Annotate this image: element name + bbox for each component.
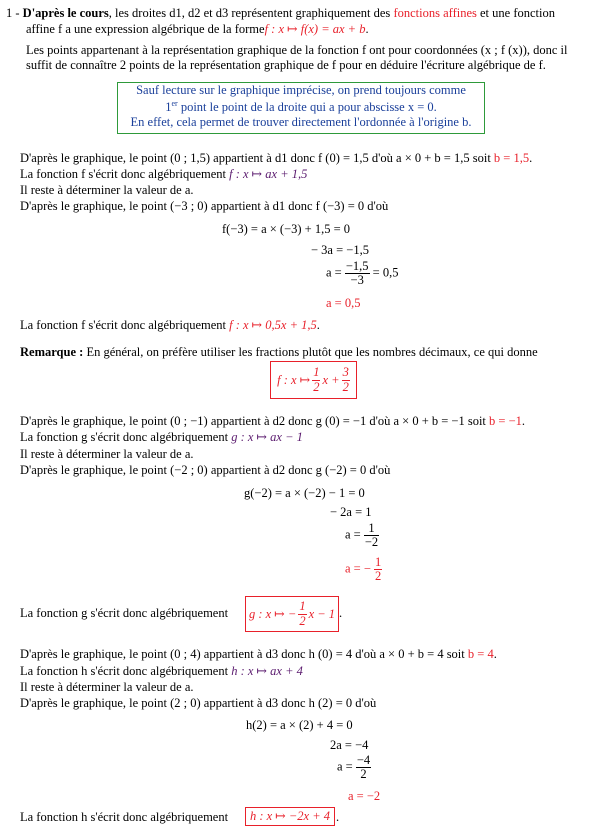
remarque-n2: 3 — [342, 365, 349, 380]
g-line-5-text: La fonction g s'écrit donc algébriquement — [20, 606, 229, 620]
f-partial-expression: f : x ↦ ax + 1,5 — [229, 167, 308, 181]
g-line-1-text: D'après le graphique, le point (0 ; −1) appartient à d2 donc g (0) = −1 d'où a × 0 + b = −1 soit — [20, 414, 490, 428]
intro-line-4: suffit de connaître 2 points de la représentation graphique de f pour en déduire l'écriture algébrique de f. — [26, 58, 546, 72]
remarque-fraction-2 — [342, 366, 350, 393]
h-eq-4: a = −2 — [348, 789, 381, 803]
h-line-3: Il reste à déterminer la valeur de a. — [20, 680, 194, 694]
h-eq-1: h(2) = a × (2) + 4 = 0 — [246, 718, 353, 732]
f-line-4: D'après le graphique, le point (−3 ; 0) appartient à d1 donc f (−3) = 0 d'où — [20, 199, 389, 213]
f-line-5-end: . — [316, 318, 320, 332]
g-eq-3-den: −2 — [364, 535, 379, 550]
remarque-pre: f : x ↦ — [277, 372, 311, 387]
h-final-box — [245, 807, 335, 826]
f-b-result: b = 1,5 — [493, 151, 530, 165]
g-b-result: b = −1 — [489, 414, 522, 428]
h-final-expression: h : x ↦ −2x + 4 — [249, 809, 331, 823]
intro-line-2: affine f a une expression algébrique de la formef : x ↦ f(x) = ax + b. — [26, 22, 369, 36]
g-eq-4-den: 2 — [375, 569, 382, 584]
g-eq-4-num: 1 — [375, 555, 382, 569]
g-line-1-end: . — [521, 414, 526, 428]
f-line-2-text: La fonction f s'écrit donc algébriquement — [20, 167, 230, 181]
f-line-5 — [20, 318, 320, 333]
g-line-4: D'après le graphique, le point (−2 ; 0) appartient à d2 donc g (−2) = 0 d'où — [20, 463, 391, 477]
g-eq-3-lhs: a = — [345, 527, 361, 542]
h-line-5-text: La fonction h s'écrit donc algébriquement — [20, 810, 229, 824]
g-eq-4 — [345, 556, 382, 583]
g-line-2 — [20, 430, 303, 445]
f-eq-1: f(−3) = a × (−3) + 1,5 = 0 — [222, 222, 351, 236]
remarque-label: Remarque : — [20, 345, 84, 359]
h-line-5 — [20, 810, 228, 825]
h-partial-expression: h : x ↦ ax + 4 — [231, 664, 303, 678]
g-eq-3-fraction — [364, 522, 379, 549]
general-formula: f : x ↦ f(x) = ax + b — [264, 22, 366, 36]
g-eq-3 — [345, 522, 379, 549]
f-eq-3-fraction — [345, 260, 370, 287]
remarque-line — [20, 345, 538, 360]
f-eq-3 — [326, 260, 398, 287]
h-line-2 — [20, 664, 303, 679]
g-eq-3-num: 1 — [364, 522, 379, 536]
remarque-d2: 2 — [342, 379, 349, 394]
f-eq-3-lhs: a = — [326, 265, 342, 280]
remarque-fraction-1 — [312, 366, 320, 393]
h-eq-3 — [337, 754, 371, 781]
g-line-5 — [20, 606, 228, 621]
g-final-fraction — [298, 600, 306, 627]
g-eq-4-lhs: a = − — [345, 561, 371, 576]
g-final-den: 2 — [299, 613, 306, 628]
f-line-5-text: La fonction f s'écrit donc algébriquement — [20, 318, 230, 332]
note-line-1: Sauf lecture sur le graphique imprécise, on prend toujours comme — [136, 83, 466, 97]
remarque-mid: x + — [322, 372, 340, 387]
g-line-3: Il reste à déterminer la valeur de a. — [20, 447, 194, 461]
h-line-2-text: La fonction h s'écrit donc algébriquement — [20, 664, 232, 678]
remarque-text: En général, on préfère utiliser les fractions plutôt que les nombres décimaux, ce qui donne — [83, 345, 538, 359]
intro-line-2-text: affine f a une expression algébrique de la forme — [26, 22, 265, 36]
f-line-1-text: D'après le graphique, le point (0 ; 1,5) appartient à d1 donc f (0) = 1,5 d'où a × 0 + b = 1,5 soit — [20, 151, 494, 165]
f-eq-3-den: −3 — [350, 273, 364, 288]
f-eq-3-rhs: = 0,5 — [372, 265, 399, 280]
g-final-box — [245, 596, 339, 632]
note-box — [117, 82, 485, 134]
g-line-1 — [20, 414, 525, 429]
g-final-post: x − 1 — [308, 606, 336, 621]
note-first: 1 — [165, 99, 172, 114]
h-final-end: . — [336, 810, 340, 824]
intro-text: , les droites d1, d2 et d3 représentent graphiquement des — [108, 6, 394, 20]
f-eq-3-num: −1,5 — [345, 259, 369, 273]
note-line-3: En effet, cela permet de trouver directement l'ordonnée à l'origine b. — [130, 115, 472, 130]
h-line-1 — [20, 647, 497, 662]
item-number: 1 - — [6, 6, 20, 20]
g-eq-4-fraction — [374, 556, 382, 583]
g-final-num: 1 — [299, 599, 306, 614]
g-partial-expression: g : x ↦ ax − 1 — [231, 430, 303, 444]
h-eq-3-fraction — [356, 754, 371, 781]
f-line-1 — [20, 151, 532, 166]
g-eq-2: − 2a = 1 — [330, 505, 372, 519]
remarque-fraction-box — [270, 361, 357, 399]
h-eq-3-den: 2 — [360, 767, 367, 782]
note-line-2-text: point le point de la droite qui a pour abscisse x = 0. — [177, 99, 437, 114]
f-line-2 — [20, 167, 307, 182]
h-line-1-text: D'après le graphique, le point (0 ; 4) appartient à d3 donc h (0) = 4 d'où a × 0 + b = 4 soit — [20, 647, 468, 661]
f-eq-2: − 3a = −1,5 — [311, 243, 369, 257]
f-line-1-end: . — [529, 151, 533, 165]
note-line-2 — [118, 99, 484, 116]
fonctions-affines-label: fonctions affines — [393, 6, 477, 20]
g-final-pre: g : x ↦ − — [248, 606, 297, 621]
remarque-d1: 2 — [313, 379, 320, 394]
f-final-expression: f : x ↦ 0,5x + 1,5 — [229, 318, 317, 332]
g-line-2-text: La fonction g s'écrit donc algébriquement — [20, 430, 232, 444]
h-eq-3-num: −4 — [356, 753, 371, 767]
f-eq-4: a = 0,5 — [326, 296, 361, 310]
g-eq-1: g(−2) = a × (−2) − 1 = 0 — [244, 486, 365, 500]
h-eq-2: 2a = −4 — [330, 738, 369, 752]
h-line-1-end: . — [493, 647, 497, 661]
h-b-result: b = 4 — [467, 647, 494, 661]
cours-label: D'après le cours — [22, 6, 109, 20]
intro-line-3: Les points appartenant à la représentation graphique de la fonction f ont pour coordonnées (x ; f (x)), donc il — [26, 43, 568, 57]
g-final-end: . — [339, 606, 343, 620]
h-line-4: D'après le graphique, le point (2 ; 0) appartient à d3 donc h (2) = 0 d'où — [20, 696, 377, 710]
f-line-3: Il reste à déterminer la valeur de a. — [20, 183, 194, 197]
intro-text-end: et une fonction — [476, 6, 555, 20]
h-eq-3-lhs: a = — [337, 759, 353, 774]
intro-line-1 — [6, 6, 555, 21]
note-sup: er — [171, 98, 178, 108]
remarque-n1: 1 — [313, 365, 320, 380]
